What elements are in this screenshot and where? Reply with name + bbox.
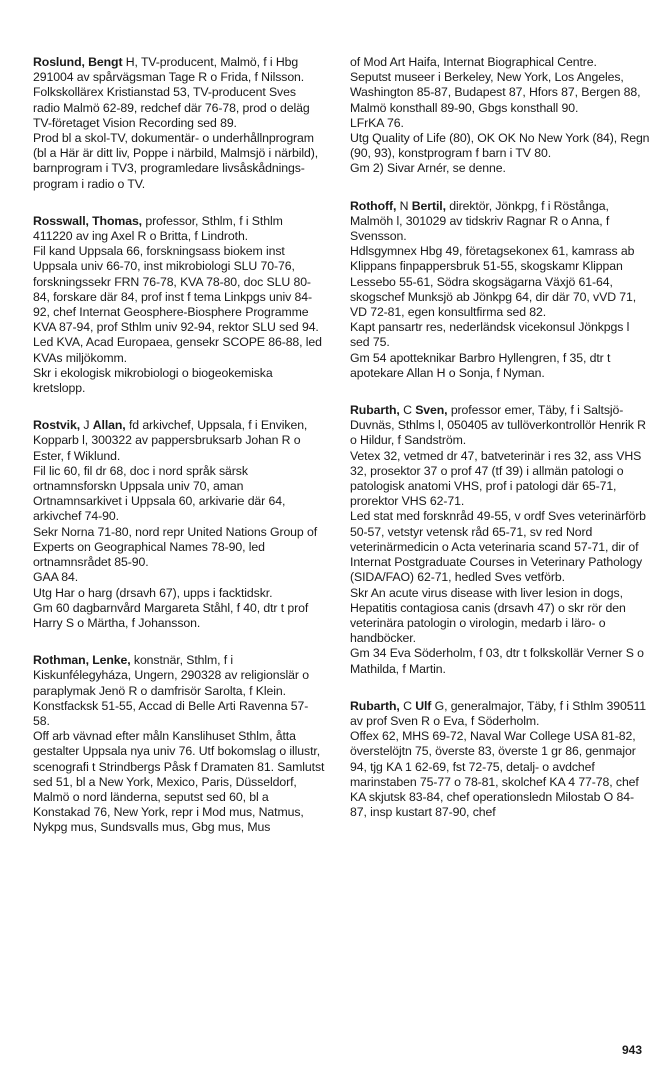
entry-paragraph: Utg Quality of Life (80), OK OK No New York (84), Regn (90, 93), konstprogram f barn i TV 80.	[350, 131, 650, 161]
entry-header	[33, 214, 325, 244]
entry-intro: professor, Sthlm, f i Sthlm 411220 av ing Axel R o Britta, f Lindroth.	[33, 213, 283, 244]
entry-surname: Rubarth,	[350, 403, 400, 418]
right-column	[350, 55, 650, 842]
entry-paragraph: Skr An acute virus disease with liver lesion in dogs, Hepatitis contagiosa canis (drsavh 47) o skr rör den veterinära patologin o virologin, medarb i läro- o handböcker.	[350, 585, 626, 646]
entry-surname: Rothoff,	[350, 198, 397, 213]
biography-entry	[350, 55, 650, 177]
entry-paragraph: Led stat med forsknråd 49-55, v ordf Sves veterinärförb 50-57, vetstyr vetensk råd 65-71, sv red Nord veterinärmedicin o Acta veterinaria scand 57-71, dir of Internat Postgraduate Courses in Veterinary Pathology (SIDA/FAO) 62-71, hedled Sves vetförb.	[350, 509, 646, 585]
entry-intro: G, generalmajor, Täby, f i Sthlm 390511 av prof Sven R o Eva, f Söderholm.	[350, 698, 647, 728]
entry-header	[33, 653, 325, 699]
entry-paragraph: Led KVA, Acad Europaea, gensekr SCOPE 86-88, led KVAs miljökomm.	[33, 335, 322, 365]
entry-given-name: Bertil,	[411, 198, 446, 213]
entry-initial: C	[399, 403, 416, 418]
entry-paragraph: Folkskollärex Kristianstad 53, TV-producent Sves radio Malmö 62-89, redchef där 76-78, prod o deläg TV-företaget Vision Recording sed 89.	[33, 85, 310, 130]
entry-header	[33, 418, 325, 464]
entry-paragraph: Prod bl a skol-TV, dokumentär- o underhållnprogram (bl a Här är ditt liv, Poppe i närbild, Malmsjö i närbild), barnprogram i TV3, programledare livsåskådnings-program i radio o TV.	[33, 131, 319, 191]
entry-paragraph: Fil kand Uppsala 66, forskningsass biokem inst Uppsala univ 66-70, inst mikrobiologi SLU 70-76, forskningssekr FRN 76-78, KVA 78-80, doc SLU 80-84, forskare där 84, prof inst f tema Linkpgs univ 84-92, chef Internat Geosphere-Biosphere Programme KVA 87-94, prof Sthlm univ 92-94, rektor SLU sed 94.	[33, 244, 319, 335]
biography-entry	[33, 418, 325, 631]
entry-paragraph: GAA 84.	[33, 570, 79, 585]
entry-header	[350, 403, 650, 449]
entry-surname: Roslund, Bengt	[33, 55, 123, 69]
entry-paragraph: Skr i ekologisk mikrobiologi o biogeokemiska kretslopp.	[33, 365, 273, 396]
entry-paragraph: LFrKA 76.	[350, 115, 404, 130]
biography-entry	[350, 699, 650, 821]
biography-entry	[350, 199, 650, 381]
entry-paragraph: Hdlsgymnex Hbg 49, företagsekonex 61, kamrass ab Klippans finpappersbruk 51-55, skogskamr Klippan Lessebo 55-61, Södra skogsägarna Växjö 61-64, skogschef Munksjö ab Jönkpg 64, dir där 70, vVD 71, VD 72-81, egen konsultfirma sed 82.	[350, 244, 637, 320]
entry-paragraph: Kapt pansartr res, nederländsk vicekonsul Jönkpgs l sed 75.	[350, 320, 630, 350]
entry-initial: J	[80, 418, 93, 433]
entry-paragraph: Konstfacksk 51-55, Accad di Belle Arti Ravenna 57-58.	[33, 698, 309, 728]
entry-surname: Rosswall, Thomas,	[33, 213, 143, 228]
left-column	[33, 55, 325, 858]
entry-paragraph: Gm 34 Eva Söderholm, f 03, dtr t folkskollär Verner S o Mathilda, f Martin.	[350, 646, 644, 676]
entry-given-name: Ulf	[415, 698, 432, 713]
entry-paragraph: Utg Har o harg (drsavh 67), upps i facktidskr.	[33, 585, 273, 600]
entry-header	[350, 199, 650, 245]
entry-surname: Rubarth,	[350, 698, 400, 713]
entry-intro: konstnär, Sthlm, f i Kiskunfélegyháza, Ungern, 290328 av religionslär o paraplymak Jenö R o damfrisör Sarolta, f Klein.	[33, 653, 309, 698]
page-number: 943	[621, 1043, 642, 1057]
entry-paragraph: Seputst museer i Berkeley, New York, Los Angeles, Washington 85-87, Budapest 87, Hfors 87, Bergen 88, Malmö konsthall 89-90, Gbgs konsthall 90.	[350, 70, 641, 115]
entry-given-name: Sven,	[415, 403, 448, 418]
entry-paragraph: Gm 54 apotteknikar Barbro Hyllengren, f 35, dtr t apotekare Allan H o Sonja, f Nyman.	[350, 350, 611, 380]
entry-initial: N	[396, 198, 412, 213]
entry-intro: professor emer, Täby, f i Saltsjö-Duvnäs, Sthlms l, 050405 av tullöverkontrollör Henrik R o Hildur, f Sandström.	[350, 403, 646, 448]
entry-surname: Rostvik,	[33, 418, 81, 433]
entry-paragraph: Fil lic 60, fil dr 68, doc i nord språk särsk ortnamnsforskn Uppsala univ 70, aman Ortnamnsarkivet i Uppsala 60, arkivarie där 64, arkivchef 74-90.	[33, 463, 286, 524]
entry-intro: direktör, Jönkpg, f i Röstånga, Malmöh l, 301029 av tidskriv Ragnar R o Anna, f Svensson.	[350, 198, 610, 244]
entry-paragraph: Sekr Norna 71-80, nord repr United Nations Group of Experts on Geographical Names 78-90, led ortnamnsrådet 85-90.	[33, 524, 318, 570]
entry-paragraph: Gm 60 dagbarnvård Margareta Ståhl, f 40, dtr t prof Harry S o Märtha, f Johansson.	[33, 600, 309, 630]
entry-header	[350, 699, 650, 729]
biography-entry	[33, 55, 325, 192]
biography-entry	[33, 214, 325, 396]
entry-paragraph: Gm 2) Sivar Arnér, se denne.	[350, 161, 506, 176]
entry-header	[33, 55, 325, 85]
entry-paragraph: of Mod Art Haifa, Internat Biographical Centre.	[350, 55, 597, 69]
entry-intro: fd arkivchef, Uppsala, f i Enviken, Kopparb l, 300322 av pappersbruksarb Johan R o Ester, f Wiklund.	[33, 418, 308, 463]
entry-paragraph: Off arb vävnad efter måln Kanslihuset Sthlm, åtta gestalter Uppsala nya univ 76. Utf bokomslag o illustr, scenografi t Strindbergs Påsk f Dramaten 81. Samlutst sed 51, bl a New York, Mexico, Paris, Düsseldorf, Malmö o nord länderna, seputst sed 60, bl a Konstakad 76, New York, repr i Mod mus, Natmus, Nykpg mus, Sundsvalls mus, Gbg mus, Mus	[33, 729, 325, 835]
entry-surname: Rothman, Lenke,	[33, 653, 131, 668]
biography-entry	[350, 403, 650, 677]
entry-paragraph: Offex 62, MHS 69-72, Naval War College USA 81-82, överstelöjtn 75, överste 83, överste 1 gr 86, genmajor 94, tjg KA 1 62-69, fst 72-75, detalj- o avdchef marinstaben 75-77 o 78-81, skolchef KA 4 77-78, chef KA skjutsk 83-84, chef operationsledn Milostab O 84-87, insp kustart 87-90, chef	[350, 729, 639, 820]
entry-initial: C	[399, 698, 416, 713]
entry-paragraph: Vetex 32, vetmed dr 47, batveterinär i res 32, ass VHS 32, prosektor 37 o prof 47 (tf 39) i allmän patologi o patologisk anatomi VHS, prof i patologi där 65-71, prorektor VHS 62-71.	[350, 448, 642, 509]
entry-intro: H, TV-producent, Malmö, f i Hbg 291004 av spårvägsman Tage R o Frida, f Nilsson.	[33, 55, 305, 85]
entry-given-name: Allan,	[92, 418, 126, 433]
biography-entry	[33, 653, 325, 835]
